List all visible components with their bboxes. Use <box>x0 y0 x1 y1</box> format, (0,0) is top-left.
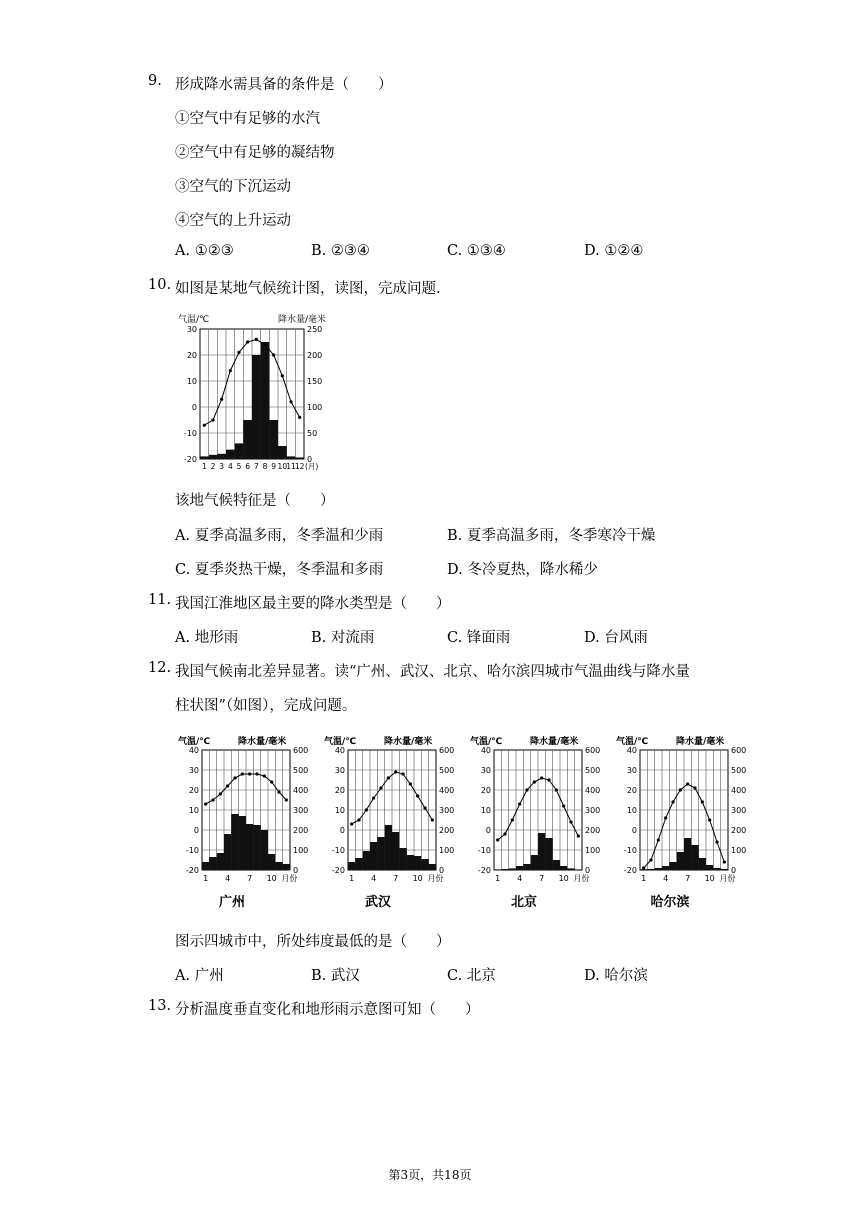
precip-tick-label: 50 <box>307 429 318 438</box>
precip-axis-label: 降水量/毫米 <box>676 737 725 747</box>
temperature-point <box>679 788 682 791</box>
precip-bar <box>377 837 384 870</box>
precip-tick-label: 400 <box>293 786 309 795</box>
option-c[interactable]: C. ①③④ <box>447 243 506 259</box>
temperature-point <box>496 838 499 841</box>
precip-tick-label: 500 <box>293 766 309 775</box>
temperature-point <box>555 788 558 791</box>
option-c[interactable]: C. 北京 <box>447 968 496 984</box>
month-tick-label: 8 <box>262 462 268 471</box>
temperature-point <box>547 778 550 781</box>
month-tick-label: 1 <box>349 874 355 883</box>
precip-tick-label: 100 <box>439 846 455 855</box>
chart-group <box>186 746 308 883</box>
temperature-point <box>289 400 292 403</box>
temperature-point <box>229 369 232 372</box>
temp-tick-label: 20 <box>626 786 637 795</box>
month-tick-label: 10 <box>704 874 715 883</box>
chart-group <box>478 746 600 883</box>
temperature-point <box>220 398 223 401</box>
temp-tick-label: 30 <box>480 766 491 775</box>
precip-bar <box>392 832 399 870</box>
precip-bar <box>243 420 252 459</box>
precip-tick-label: 150 <box>307 377 323 386</box>
month-tick-label: 4 <box>225 874 231 883</box>
temp-tick-label: -20 <box>477 866 491 875</box>
temperature-point <box>248 772 251 775</box>
temp-tick-label: 20 <box>334 786 345 795</box>
month-tick-label: 7 <box>685 874 691 883</box>
precip-bar <box>706 865 713 870</box>
temperature-point <box>431 818 434 821</box>
temperature-point <box>219 792 222 795</box>
precip-tick-label: 500 <box>585 766 601 775</box>
precip-tick-label: 300 <box>293 806 309 815</box>
question-stem-line1: 我国气候南北差异显著。读“广州、武汉、北京、哈尔滨四城市气温曲线与降水量 <box>175 664 690 680</box>
temperature-point <box>204 802 207 805</box>
temperature-point <box>357 818 360 821</box>
precip-tick-label: 200 <box>307 351 323 360</box>
temp-tick-label: -20 <box>183 455 197 464</box>
precip-tick-label: 0 <box>731 866 737 875</box>
temperature-point <box>569 820 572 823</box>
temp-tick-label: 0 <box>485 826 491 835</box>
precip-bar <box>669 862 676 870</box>
precip-tick-label: 200 <box>585 826 601 835</box>
temperature-point <box>686 782 689 785</box>
temperature-point <box>277 790 280 793</box>
temperature-point <box>241 772 244 775</box>
precip-axis-label: 降水量/毫米 <box>278 315 327 325</box>
statement-item: ①空气中有足够的水汽 <box>175 111 320 127</box>
temperature-point <box>379 786 382 789</box>
precip-tick-label: 600 <box>731 746 747 755</box>
precip-tick-label: 200 <box>731 826 747 835</box>
precip-bar <box>278 446 287 459</box>
month-unit-label: 月份 <box>281 874 298 883</box>
question-number: 12. <box>148 660 172 676</box>
precip-bar <box>226 450 235 459</box>
temp-tick-label: -10 <box>183 429 197 438</box>
temperature-point <box>708 818 711 821</box>
temp-tick-label: 30 <box>334 766 345 775</box>
precip-tick-label: 400 <box>731 786 747 795</box>
temperature-point <box>246 340 249 343</box>
temp-tick-label: 40 <box>188 746 199 755</box>
month-tick-label: 4 <box>371 874 377 883</box>
question-number: 11. <box>148 592 172 608</box>
question-stem: 形成降水需具备的条件是（ ） <box>175 77 393 93</box>
month-tick-label: 5 <box>236 462 242 471</box>
month-tick-label: 12 <box>294 462 305 471</box>
temperature-point <box>255 772 258 775</box>
temperature-point <box>203 424 206 427</box>
temperature-point <box>281 374 284 377</box>
climate-chart <box>172 312 342 472</box>
statement-item: ③空气的下沉运动 <box>175 179 291 195</box>
precip-bar <box>348 862 355 870</box>
month-tick-label: 10 <box>558 874 569 883</box>
month-tick-label: 7 <box>247 874 253 883</box>
statement-item: ②空气中有足够的凝结物 <box>175 145 335 161</box>
precip-bar <box>677 852 684 870</box>
question-stem: 我国江淮地区最主要的降水类型是（ ） <box>175 596 451 612</box>
statement-item: ④空气的上升运动 <box>175 213 291 229</box>
precip-bar <box>560 866 567 870</box>
temp-tick-label: -10 <box>331 846 345 855</box>
question-number: 9. <box>148 73 162 89</box>
precip-tick-label: 600 <box>585 746 601 755</box>
temp-tick-label: -10 <box>623 846 637 855</box>
four-city-climate-charts <box>172 728 747 918</box>
precip-bar <box>209 455 218 459</box>
precip-tick-label: 250 <box>307 325 323 334</box>
precip-bar <box>531 855 538 870</box>
temp-tick-label: 20 <box>480 786 491 795</box>
precip-bar <box>553 860 560 870</box>
precip-bar <box>516 866 523 870</box>
precip-bar <box>363 851 370 870</box>
temperature-point <box>423 806 426 809</box>
chart-group <box>332 746 454 883</box>
month-tick-label: 4 <box>227 462 233 471</box>
temp-tick-label: 40 <box>334 746 345 755</box>
temp-tick-label: 30 <box>626 766 637 775</box>
precip-tick-label: 400 <box>439 786 455 795</box>
precip-tick-label: 100 <box>293 846 309 855</box>
option-a[interactable]: A. 广州 <box>175 968 224 984</box>
temp-tick-label: 10 <box>480 806 491 815</box>
option-b[interactable]: B. ②③④ <box>311 243 370 259</box>
temperature-point <box>365 808 368 811</box>
temperature-point <box>372 796 375 799</box>
option-d[interactable]: D. 哈尔滨 <box>584 968 648 984</box>
temperature-point <box>525 788 528 791</box>
month-tick-label: 7 <box>253 462 259 471</box>
precip-tick-label: 200 <box>293 826 309 835</box>
precip-bar <box>224 834 231 870</box>
temp-tick-label: 0 <box>193 826 199 835</box>
precip-bar <box>217 454 226 459</box>
precip-bar <box>429 864 436 870</box>
precip-tick-label: 300 <box>585 806 601 815</box>
precip-bar <box>275 862 282 870</box>
temp-tick-label: -20 <box>623 866 637 875</box>
temp-axis-label: 气温/℃ <box>324 737 357 747</box>
option-c[interactable]: C. 锋面雨 <box>447 630 511 646</box>
precip-bar <box>721 869 728 870</box>
precip-bar <box>399 848 406 870</box>
chart-group <box>184 325 322 471</box>
precip-bar <box>385 825 392 870</box>
precip-bar <box>268 854 275 870</box>
temperature-point <box>226 784 229 787</box>
temperature-point <box>263 774 266 777</box>
temperature-point <box>693 786 696 789</box>
temp-tick-label: 30 <box>186 325 197 334</box>
temperature-point <box>518 802 521 805</box>
month-tick-label: 7 <box>393 874 399 883</box>
temperature-point <box>237 351 240 354</box>
precip-bar <box>575 869 582 870</box>
option-a[interactable]: A. 夏季高温多雨，冬季温和少雨 <box>175 528 384 544</box>
precip-bar <box>261 830 268 870</box>
precip-tick-label: 0 <box>439 866 445 875</box>
chart-group <box>624 746 746 883</box>
option-b[interactable]: B. 夏季高温多雨，冬季寒冷干燥 <box>447 528 656 544</box>
temp-axis-label: 气温/℃ <box>470 737 503 747</box>
temperature-point <box>272 353 275 356</box>
precip-tick-label: 0 <box>585 866 591 875</box>
precip-tick-label: 100 <box>307 403 323 412</box>
month-tick-label: 4 <box>517 874 523 883</box>
temp-axis-label: 气温/℃ <box>178 315 210 325</box>
city-name-label: 广州 <box>218 895 246 910</box>
option-d[interactable]: D. 台风雨 <box>584 630 648 646</box>
precip-bar <box>269 420 278 459</box>
precip-bar <box>252 355 261 459</box>
precip-bar <box>523 864 530 870</box>
precip-tick-label: 400 <box>585 786 601 795</box>
precip-tick-label: 100 <box>731 846 747 855</box>
temperature-point <box>511 818 514 821</box>
month-tick-label: 10 <box>266 874 277 883</box>
precip-bar <box>538 833 545 870</box>
precip-bar <box>370 842 377 870</box>
precip-bar <box>200 456 209 459</box>
month-tick-label: 6 <box>245 462 251 471</box>
temp-tick-label: 20 <box>186 351 197 360</box>
month-unit-label: 月份 <box>427 874 444 883</box>
temperature-point <box>298 416 301 419</box>
page-footer: 第3页，共18页 <box>388 1168 472 1182</box>
temperature-point <box>350 822 353 825</box>
precip-bar <box>684 838 691 870</box>
temp-tick-label: 30 <box>188 766 199 775</box>
question-stem: 如图是某地气候统计图，读图，完成问题. <box>175 281 441 297</box>
option-c[interactable]: C. 夏季炎热干燥，冬季温和多雨 <box>175 562 384 578</box>
precip-bar <box>494 869 501 870</box>
precip-bar <box>231 814 238 870</box>
precip-tick-label: 500 <box>439 766 455 775</box>
precip-bar <box>209 857 216 870</box>
precip-bar <box>295 457 304 459</box>
temp-tick-label: 0 <box>339 826 345 835</box>
temperature-point <box>233 776 236 779</box>
temperature-point <box>540 776 543 779</box>
temperature-point <box>664 816 667 819</box>
question-number: 10. <box>148 277 172 293</box>
temperature-point <box>503 832 506 835</box>
precip-bar <box>647 869 654 870</box>
option-a[interactable]: A. 地形雨 <box>175 630 239 646</box>
precip-bar <box>217 853 224 870</box>
temp-tick-label: 10 <box>626 806 637 815</box>
month-tick-label: 10 <box>412 874 423 883</box>
precip-bar <box>713 868 720 870</box>
precip-tick-label: 600 <box>293 746 309 755</box>
precip-axis-label: 降水量/毫米 <box>384 737 433 747</box>
month-tick-label: 9 <box>271 462 277 471</box>
temperature-point <box>211 418 214 421</box>
temp-tick-label: 40 <box>626 746 637 755</box>
precip-bar <box>662 866 669 870</box>
month-tick-label: 7 <box>539 874 545 883</box>
month-tick-label: 4 <box>663 874 669 883</box>
temperature-point <box>562 804 565 807</box>
temp-tick-label: 10 <box>334 806 345 815</box>
precip-bar <box>691 845 698 870</box>
temp-tick-label: 20 <box>188 786 199 795</box>
temperature-point <box>701 800 704 803</box>
precip-bar <box>509 868 516 870</box>
temperature-point <box>577 834 580 837</box>
precip-axis-label: 降水量/毫米 <box>530 737 579 747</box>
temp-axis-label: 气温/℃ <box>178 737 211 747</box>
temperature-point <box>270 780 273 783</box>
option-b[interactable]: B. 对流雨 <box>311 630 375 646</box>
precip-tick-label: 0 <box>307 455 313 464</box>
precip-bar <box>421 859 428 870</box>
month-unit-label: 月份 <box>719 874 736 883</box>
temperature-point <box>263 343 266 346</box>
precip-bar <box>545 838 552 870</box>
option-b[interactable]: B. 武汉 <box>311 968 360 984</box>
precip-bar <box>567 868 574 870</box>
sub-question: 图示四城市中，所处纬度最低的是（ ） <box>175 934 451 950</box>
precip-bar <box>501 869 508 870</box>
temp-tick-label: -10 <box>185 846 199 855</box>
temperature-point <box>715 840 718 843</box>
precip-bar <box>235 443 244 459</box>
temp-tick-label: -10 <box>477 846 491 855</box>
precip-bar <box>407 855 414 870</box>
temp-tick-label: -20 <box>185 866 199 875</box>
precip-bar <box>261 342 270 459</box>
temperature-point <box>211 798 214 801</box>
precip-tick-label: 200 <box>439 826 455 835</box>
sub-question: 该地气候特征是（ ） <box>175 493 335 509</box>
month-tick-label: 1 <box>641 874 647 883</box>
temperature-point <box>416 794 419 797</box>
precip-axis-label: 降水量/毫米 <box>238 737 287 747</box>
question-number: 13. <box>148 998 172 1014</box>
temp-tick-label: 0 <box>631 826 637 835</box>
temp-tick-label: -20 <box>331 866 345 875</box>
temperature-point <box>642 866 645 869</box>
precip-tick-label: 0 <box>293 866 299 875</box>
option-d[interactable]: D. 冬冷夏热，降水稀少 <box>447 562 598 578</box>
precip-bar <box>355 858 362 870</box>
city-name-label: 哈尔滨 <box>650 895 690 910</box>
question-stem-line2: 柱状图”（如图），完成问题。 <box>175 698 357 714</box>
precip-bar <box>655 868 662 870</box>
precip-bar <box>287 456 296 459</box>
month-tick-label: 1 <box>495 874 501 883</box>
precip-bar <box>202 862 209 870</box>
temperature-point <box>394 770 397 773</box>
temp-tick-label: 0 <box>191 403 197 412</box>
city-name-label: 武汉 <box>364 895 392 910</box>
temperature-point <box>533 780 536 783</box>
option-d[interactable]: D. ①②④ <box>584 243 644 259</box>
temp-tick-label: 10 <box>186 377 197 386</box>
month-unit-label: 月份 <box>573 874 590 883</box>
city-name-label: 北京 <box>510 895 538 910</box>
temperature-point <box>671 800 674 803</box>
month-tick-label: 1 <box>201 462 207 471</box>
precip-bar <box>239 816 246 870</box>
precip-bar <box>414 856 421 870</box>
month-unit-label: (月) <box>305 462 319 471</box>
precip-tick-label: 100 <box>585 846 601 855</box>
month-tick-label: 2 <box>210 462 216 471</box>
precip-tick-label: 500 <box>731 766 747 775</box>
temperature-point <box>285 798 288 801</box>
temperature-point <box>723 860 726 863</box>
option-a[interactable]: A. ①②③ <box>175 243 234 259</box>
precip-tick-label: 600 <box>439 746 455 755</box>
temp-tick-label: 40 <box>480 746 491 755</box>
precip-bar <box>699 858 706 870</box>
question-stem: 分析温度垂直变化和地形雨示意图可知（ ） <box>175 1002 480 1018</box>
temp-axis-label: 气温/℃ <box>616 737 649 747</box>
temperature-point <box>409 782 412 785</box>
precip-tick-label: 300 <box>731 806 747 815</box>
temp-tick-label: 10 <box>188 806 199 815</box>
temperature-point <box>401 772 404 775</box>
temperature-point <box>387 776 390 779</box>
temperature-point <box>255 338 258 341</box>
temperature-point <box>649 858 652 861</box>
precip-bar <box>246 824 253 870</box>
precip-bar <box>253 825 260 870</box>
month-tick-label: 11 <box>286 462 296 471</box>
temperature-point <box>657 838 660 841</box>
month-tick-label: 10 <box>277 462 288 471</box>
month-tick-label: 1 <box>203 874 209 883</box>
precip-tick-label: 300 <box>439 806 455 815</box>
month-tick-label: 3 <box>219 462 225 471</box>
precip-bar <box>283 864 290 870</box>
